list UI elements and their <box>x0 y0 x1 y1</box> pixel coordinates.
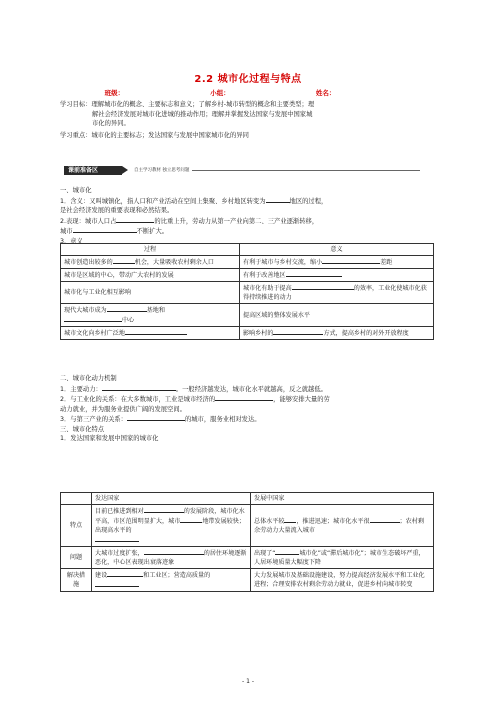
fill-blank[interactable] <box>292 283 354 290</box>
fill-blank[interactable] <box>273 328 323 335</box>
table-header: 过程 <box>61 244 240 256</box>
student-info-line <box>0 88 496 97</box>
section-driving-forces: 二、城市化动力机制 1．主要动力： 。一般经济越发达，城市化水平就越高，反之就越低。 2．与工业化的关系：在大多数城市，工业是城市经济的 ，能够安排大量的劳 动力就业，并为服务业提供广阔的发展空间。 3．与第三产业的关系： 的城市，服务业相对发达。 三、城市化特点 1．发达国家和发展中国家的城市化 <box>60 374 440 444</box>
fill-blank[interactable] <box>113 257 135 264</box>
group-field[interactable]: 小组： <box>210 89 230 97</box>
banner-rule <box>192 170 420 171</box>
banner-tag: 课前准备区 <box>64 166 122 175</box>
fill-blank[interactable] <box>95 535 139 542</box>
table-row: 城市是区域的中心，带动广大农村的发展 有利于改善地区 <box>61 269 434 282</box>
fill-blank[interactable] <box>116 216 154 223</box>
table-header: 发达国家 <box>92 493 251 505</box>
fill-blank[interactable] <box>64 315 122 322</box>
fill-blank[interactable] <box>95 580 139 587</box>
fill-blank[interactable] <box>127 414 185 421</box>
table-row: 特点 目前已推进到相对 的发展阶段，城市化水平高，市区范围明显扩大，城市 地带发展较快；出现高水平的 总体水平较 ，推进迅速；城市化水平很 ；农村剩余劳动力大量流入城市 <box>61 505 434 547</box>
learning-goals: 学习目标：理解城市化的概念、主要标志和意义；了解乡村-城市转型的概念和主要类型；理 解社会经济发展对城市化进城的推动作用；理解并掌握发达国家与发展中国家城 市化的异同。 学习重点：城市化的主要标志；发达国家与发展中国家城市化的异同 <box>60 101 315 139</box>
table-header: 发展中国家 <box>251 493 434 505</box>
fill-blank[interactable] <box>322 257 380 264</box>
fill-blank[interactable] <box>284 516 296 523</box>
fill-blank[interactable] <box>286 270 342 277</box>
table-row: 城市化与工业化相互影响 城市化有助于提高 的效率，工业化使城市化获得持续推进的动力 <box>61 282 434 304</box>
page-title: 2.2 城市化过程与特点 <box>194 74 302 85</box>
section-heading: 一、城市化 <box>60 187 92 194</box>
fill-blank[interactable] <box>275 548 299 555</box>
fill-blank[interactable] <box>215 394 273 401</box>
banner-arrow <box>122 166 128 174</box>
banner-subtitle: 自主学习教材 独立思考问题 <box>134 168 190 173</box>
fill-blank[interactable] <box>266 196 290 203</box>
section-banner <box>64 166 420 175</box>
fill-blank[interactable] <box>144 548 204 555</box>
fill-blank[interactable] <box>180 516 202 523</box>
fill-blank[interactable] <box>144 506 184 513</box>
class-field[interactable]: 班级： <box>104 89 125 97</box>
fill-blank[interactable] <box>125 328 187 335</box>
table-row: 解决措施 建设 和工业区；营造高质量的 大力发展城市及基础设施建设，努力提高经济发展水平和工业化进程；合理安排农村剩余劳动力就业，促进乡村向城市转变 <box>61 569 434 592</box>
table-header: 意义 <box>240 244 434 256</box>
table-row: 城市创造出较多的 机会，大量吸收农村剩余人口 有利于城市与乡村交流，缩小 差距 <box>61 256 434 269</box>
name-field[interactable]: 姓名： <box>315 89 336 97</box>
table-row: 问题 大城市过度扩张， 的居住环境逐渐恶化，中心区表现出衰落迹象 出现了“ 城市化”或“滞后城市化”；城市生态破坏严重，人居环境质量大幅度下降 <box>61 547 434 569</box>
fill-blank[interactable] <box>370 516 400 523</box>
fill-blank[interactable] <box>107 305 147 312</box>
page-number: - 1 - <box>242 678 254 685</box>
fill-blank[interactable] <box>73 226 137 233</box>
section-heading: 三、城市化特点 <box>60 425 105 433</box>
significance-table <box>60 243 434 340</box>
section-urbanization: 一、城市化 1．含义：又叫城镇化，指人口和产业活动在空间上集聚、乡村地区转变为 地区的过程， 是社会经济发展的重要表现和必然结果。 2.表现：城市人口占 的比重上升，劳动力从第一产业向第二、三产业逐渐转移， 城市 不断扩大。 3．意义 <box>60 186 440 246</box>
section-heading: 二、城市化动力机制 <box>60 375 117 382</box>
fill-blank[interactable] <box>107 570 143 577</box>
table-row: 现代大城市成为 基地和 中心 提高区域的整体发展水平 <box>61 304 434 327</box>
table-row: 城市文化向乡村广泛地 影响乡村的 方式，提高乡村的对外开放程度 <box>61 327 434 340</box>
table-header <box>61 493 92 505</box>
comparison-table <box>60 492 434 592</box>
fill-blank[interactable] <box>102 384 176 391</box>
